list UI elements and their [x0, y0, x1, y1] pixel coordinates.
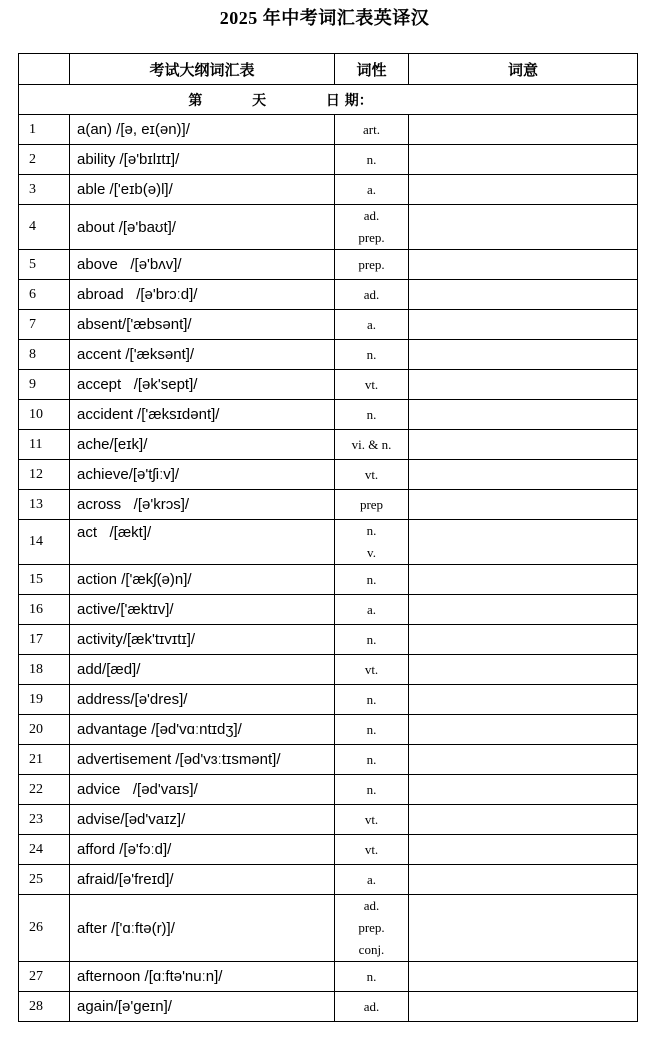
meaning-blank[interactable]	[409, 340, 638, 370]
meaning-blank[interactable]	[409, 745, 638, 775]
table-row	[19, 175, 638, 205]
vocab-word: abroad /[ə'brɔːd]/	[70, 280, 335, 310]
table-row	[19, 490, 638, 520]
row-number: 2	[19, 145, 70, 175]
part-of-speech	[335, 805, 409, 835]
part-of-speech	[335, 520, 409, 565]
part-of-speech-label: vt.	[364, 376, 379, 392]
vocab-word: afraid/[ə'freɪd]/	[70, 865, 335, 895]
part-of-speech	[335, 835, 409, 865]
vocab-word: about /[ə'baʊt]/	[70, 205, 335, 250]
row-number: 15	[19, 565, 70, 595]
part-of-speech	[335, 595, 409, 625]
part-of-speech-label: n.	[366, 346, 377, 362]
part-of-speech	[335, 280, 409, 310]
table-row	[19, 835, 638, 865]
vocab-word: ability /[ə'bɪlɪtɪ]/	[70, 145, 335, 175]
table-row	[19, 115, 638, 145]
row-number: 11	[19, 430, 70, 460]
vocab-word: act /[ækt]/	[70, 520, 335, 565]
part-of-speech-label: n.	[366, 406, 377, 422]
meaning-blank[interactable]	[409, 685, 638, 715]
vocab-word: a(an) /[ə, eɪ(ən)]/	[70, 115, 335, 145]
row-number: 21	[19, 745, 70, 775]
row-number: 7	[19, 310, 70, 340]
vocab-word: address/[ə'dres]/	[70, 685, 335, 715]
meaning-blank[interactable]	[409, 205, 638, 250]
vocab-word: accent /['æksənt]/	[70, 340, 335, 370]
row-number: 1	[19, 115, 70, 145]
part-of-speech-label: vt.	[364, 841, 379, 857]
table-row	[19, 340, 638, 370]
part-of-speech	[335, 250, 409, 280]
part-of-speech	[335, 992, 409, 1022]
part-of-speech-label: n.	[366, 781, 377, 797]
meaning-blank[interactable]	[409, 715, 638, 745]
header-meaning: 词意	[409, 54, 638, 85]
part-of-speech-label: n.	[366, 631, 377, 647]
part-of-speech-label: prep	[359, 496, 384, 512]
table-row	[19, 370, 638, 400]
part-of-speech-label: n.	[366, 721, 377, 737]
part-of-speech	[335, 625, 409, 655]
table-row	[19, 745, 638, 775]
row-number: 17	[19, 625, 70, 655]
meaning-blank[interactable]	[409, 655, 638, 685]
table-row	[19, 310, 638, 340]
part-of-speech	[335, 310, 409, 340]
meaning-blank[interactable]	[409, 175, 638, 205]
part-of-speech-label: vt.	[364, 661, 379, 677]
row-number: 5	[19, 250, 70, 280]
part-of-speech-label: a.	[366, 871, 377, 887]
vocab-word: accept /[ək'sept]/	[70, 370, 335, 400]
row-number: 14	[19, 520, 70, 565]
vocab-word: across /[ə'krɔs]/	[70, 490, 335, 520]
table-row	[19, 460, 638, 490]
part-of-speech-label: n.	[366, 751, 377, 767]
row-number: 25	[19, 865, 70, 895]
table-row	[19, 805, 638, 835]
part-of-speech-label: ad.	[363, 998, 380, 1014]
header-word: 考试大纲词汇表	[70, 54, 335, 85]
table-row	[19, 685, 638, 715]
vocab-word: absent/['æbsənt]/	[70, 310, 335, 340]
part-of-speech	[335, 175, 409, 205]
part-of-speech-label: ad.	[363, 286, 380, 302]
row-number: 23	[19, 805, 70, 835]
day-date-cell	[19, 85, 638, 115]
part-of-speech-label: a.	[366, 181, 377, 197]
part-of-speech-label: v.	[367, 545, 376, 560]
vocab-word: again/[ə'geɪn]/	[70, 992, 335, 1022]
row-number: 12	[19, 460, 70, 490]
meaning-blank[interactable]	[409, 280, 638, 310]
part-of-speech	[335, 460, 409, 490]
vocab-word: above /[ə'bʌv]/	[70, 250, 335, 280]
part-of-speech-label: art.	[363, 121, 380, 137]
header-pos: 词性	[335, 54, 409, 85]
part-of-speech	[335, 115, 409, 145]
vocab-word: active/['æktɪv]/	[70, 595, 335, 625]
meaning-blank[interactable]	[409, 992, 638, 1022]
vocab-word: after /['ɑːftə(r)]/	[70, 895, 335, 962]
row-number: 9	[19, 370, 70, 400]
vocabulary-table	[18, 53, 638, 1022]
document-title: 2025 年中考词汇表英译汉	[219, 8, 430, 28]
part-of-speech	[335, 865, 409, 895]
meaning-blank[interactable]	[409, 370, 638, 400]
part-of-speech-label: n.	[366, 523, 377, 538]
part-of-speech-label: prep.	[358, 920, 385, 935]
part-of-speech-label: n.	[366, 571, 377, 587]
part-of-speech-label: vi. & n.	[351, 436, 392, 452]
row-number: 4	[19, 205, 70, 250]
meaning-blank[interactable]	[409, 310, 638, 340]
meaning-blank[interactable]	[409, 775, 638, 805]
part-of-speech	[335, 655, 409, 685]
table-row	[19, 565, 638, 595]
meaning-blank[interactable]	[409, 865, 638, 895]
day-date-row	[19, 85, 638, 115]
part-of-speech-label: a.	[366, 601, 377, 617]
part-of-speech	[335, 775, 409, 805]
row-number: 28	[19, 992, 70, 1022]
part-of-speech-label: prep.	[358, 256, 385, 272]
row-number: 22	[19, 775, 70, 805]
vocab-word: activity/[æk'tɪvɪtɪ]/	[70, 625, 335, 655]
part-of-speech-label: n.	[366, 691, 377, 707]
vocab-word: afford /[ə'fɔːd]/	[70, 835, 335, 865]
part-of-speech-label: vt.	[364, 811, 379, 827]
table-row	[19, 715, 638, 745]
part-of-speech-label: n.	[366, 968, 377, 984]
row-number: 13	[19, 490, 70, 520]
row-number: 3	[19, 175, 70, 205]
table-row	[19, 595, 638, 625]
row-number: 6	[19, 280, 70, 310]
part-of-speech	[335, 715, 409, 745]
day-label: 第	[188, 92, 203, 109]
meaning-blank[interactable]	[409, 145, 638, 175]
table-row	[19, 250, 638, 280]
meaning-blank[interactable]	[409, 895, 638, 962]
table-row	[19, 895, 638, 962]
vocab-word: advice /[əd'vaɪs]/	[70, 775, 335, 805]
meaning-blank[interactable]	[409, 115, 638, 145]
vocab-word: afternoon /[ɑːftə'nuːn]/	[70, 962, 335, 992]
row-number: 18	[19, 655, 70, 685]
part-of-speech-label: conj.	[358, 942, 385, 957]
table-header-row	[19, 54, 638, 85]
row-number: 10	[19, 400, 70, 430]
meaning-blank[interactable]	[409, 595, 638, 625]
table-row	[19, 145, 638, 175]
part-of-speech	[335, 565, 409, 595]
part-of-speech	[335, 745, 409, 775]
row-number: 27	[19, 962, 70, 992]
date-label: 日 期：	[325, 92, 373, 109]
row-number: 16	[19, 595, 70, 625]
part-of-speech-label: ad.	[363, 898, 380, 913]
vocab-word: ache/[eɪk]/	[70, 430, 335, 460]
table-row	[19, 962, 638, 992]
meaning-blank[interactable]	[409, 490, 638, 520]
part-of-speech-label: vt.	[364, 466, 379, 482]
day-unit-label: 天	[252, 92, 267, 109]
meaning-blank[interactable]	[409, 835, 638, 865]
part-of-speech	[335, 895, 409, 962]
table-row	[19, 775, 638, 805]
meaning-blank[interactable]	[409, 520, 638, 565]
part-of-speech	[335, 490, 409, 520]
meaning-blank[interactable]	[409, 460, 638, 490]
part-of-speech-label: ad.	[363, 208, 380, 223]
row-number: 8	[19, 340, 70, 370]
table-row	[19, 400, 638, 430]
vocab-word: advise/[əd'vaɪz]/	[70, 805, 335, 835]
table-row	[19, 992, 638, 1022]
table-row	[19, 520, 638, 565]
vocab-word: add/[æd]/	[70, 655, 335, 685]
table-row	[19, 865, 638, 895]
meaning-blank[interactable]	[409, 430, 638, 460]
row-number: 24	[19, 835, 70, 865]
part-of-speech	[335, 430, 409, 460]
vocab-word: able /['eɪb(ə)l]/	[70, 175, 335, 205]
row-number: 20	[19, 715, 70, 745]
row-number: 26	[19, 895, 70, 962]
meaning-blank[interactable]	[409, 962, 638, 992]
vocab-word: action /['ækʃ(ə)n]/	[70, 565, 335, 595]
meaning-blank[interactable]	[409, 400, 638, 430]
meaning-blank[interactable]	[409, 805, 638, 835]
meaning-blank[interactable]	[409, 565, 638, 595]
vocab-word: achieve/[ə'tʃiːv]/	[70, 460, 335, 490]
table-row	[19, 430, 638, 460]
vocab-word: advertisement /[əd'vɜːtɪsmənt]/	[70, 745, 335, 775]
table-row	[19, 655, 638, 685]
meaning-blank[interactable]	[409, 250, 638, 280]
table-row	[19, 205, 638, 250]
part-of-speech	[335, 205, 409, 250]
part-of-speech	[335, 145, 409, 175]
part-of-speech-label: n.	[366, 151, 377, 167]
vocab-word: accident /['æksɪdənt]/	[70, 400, 335, 430]
table-row	[19, 280, 638, 310]
part-of-speech	[335, 962, 409, 992]
vocab-word: advantage /[əd'vɑːntɪdʒ]/	[70, 715, 335, 745]
part-of-speech-label: prep.	[358, 230, 385, 245]
meaning-blank[interactable]	[409, 625, 638, 655]
part-of-speech	[335, 400, 409, 430]
row-number: 19	[19, 685, 70, 715]
part-of-speech	[335, 685, 409, 715]
table-row	[19, 625, 638, 655]
part-of-speech-label: a.	[366, 316, 377, 332]
part-of-speech	[335, 370, 409, 400]
part-of-speech	[335, 340, 409, 370]
header-index	[19, 54, 70, 85]
